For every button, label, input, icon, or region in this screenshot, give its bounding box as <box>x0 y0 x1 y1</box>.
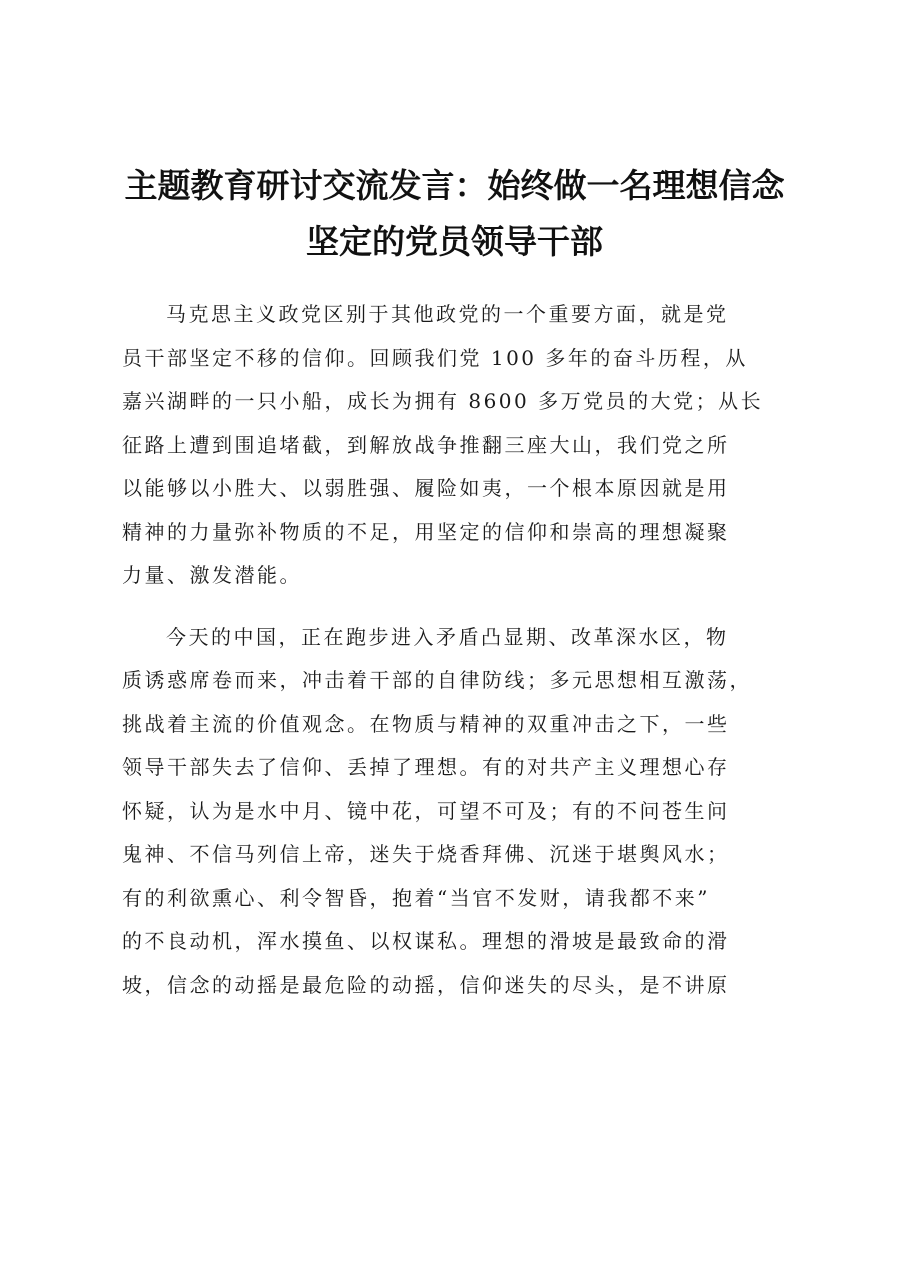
document-title <box>100 158 809 270</box>
paragraph-line: 嘉兴湖畔的一只小船，成长为拥有 8600 多万党员的大党；从长 <box>122 389 764 413</box>
paragraph-line: 马克思主义政党区别于其他政党的一个重要方面，就是党 <box>166 302 729 326</box>
paragraph-line: 领导干部失去了信仰、丢掉了理想。有的对共产主义理想心存 <box>122 755 730 779</box>
paragraph-line: 征路上遭到围追堵截，到解放战争推翻三座大山，我们党之所 <box>122 432 730 457</box>
paragraph-line: 挑战着主流的价值观念。在物质与精神的双重冲击之下，一些 <box>122 711 730 736</box>
paragraph-line: 精神的力量弥补物质的不足，用坚定的信仰和崇高的理想凝聚 <box>122 519 730 544</box>
paragraph-1 <box>122 293 812 598</box>
title-line: 主题教育研讨交流发言：始终做一名理想信念 <box>124 166 785 205</box>
paragraph-line: 力量、激发潜能。 <box>122 563 302 587</box>
paragraph-line: 鬼神、不信马列信上帝，迷失于烧香拜佛、沉迷于堪舆风水； <box>122 842 730 866</box>
paragraph-line: 今天的中国，正在跑步进入矛盾凸显期、改革深水区，物 <box>166 624 729 649</box>
paragraph-line: 的不良动机，浑水摸鱼、以权谋私。理想的滑坡是最致命的滑 <box>122 929 730 953</box>
paragraph-line: 质诱惑席卷而来，冲击着干部的自律防线；多元思想相互激荡， <box>122 668 752 692</box>
paragraph-line: 以能够以小胜大、以弱胜强、履险如夷，一个根本原因就是用 <box>122 476 730 500</box>
document-body <box>122 293 812 1025</box>
paragraph-line: 坡，信念的动摇是最危险的动摇，信仰迷失的尽头，是不讲原 <box>122 972 730 997</box>
title-line: 坚定的党员领导干部 <box>306 222 603 261</box>
paragraph-line: 有的利欲熏心、利令智昏，抱着“当官不发财，请我都不来” <box>122 885 710 910</box>
paragraph-line: 员干部坚定不移的信仰。回顾我们党 100 多年的奋斗历程，从 <box>122 345 748 370</box>
paragraph-line: 怀疑，认为是水中月、镜中花，可望不可及；有的不问苍生问 <box>122 798 730 823</box>
paragraph-2 <box>122 616 812 1008</box>
